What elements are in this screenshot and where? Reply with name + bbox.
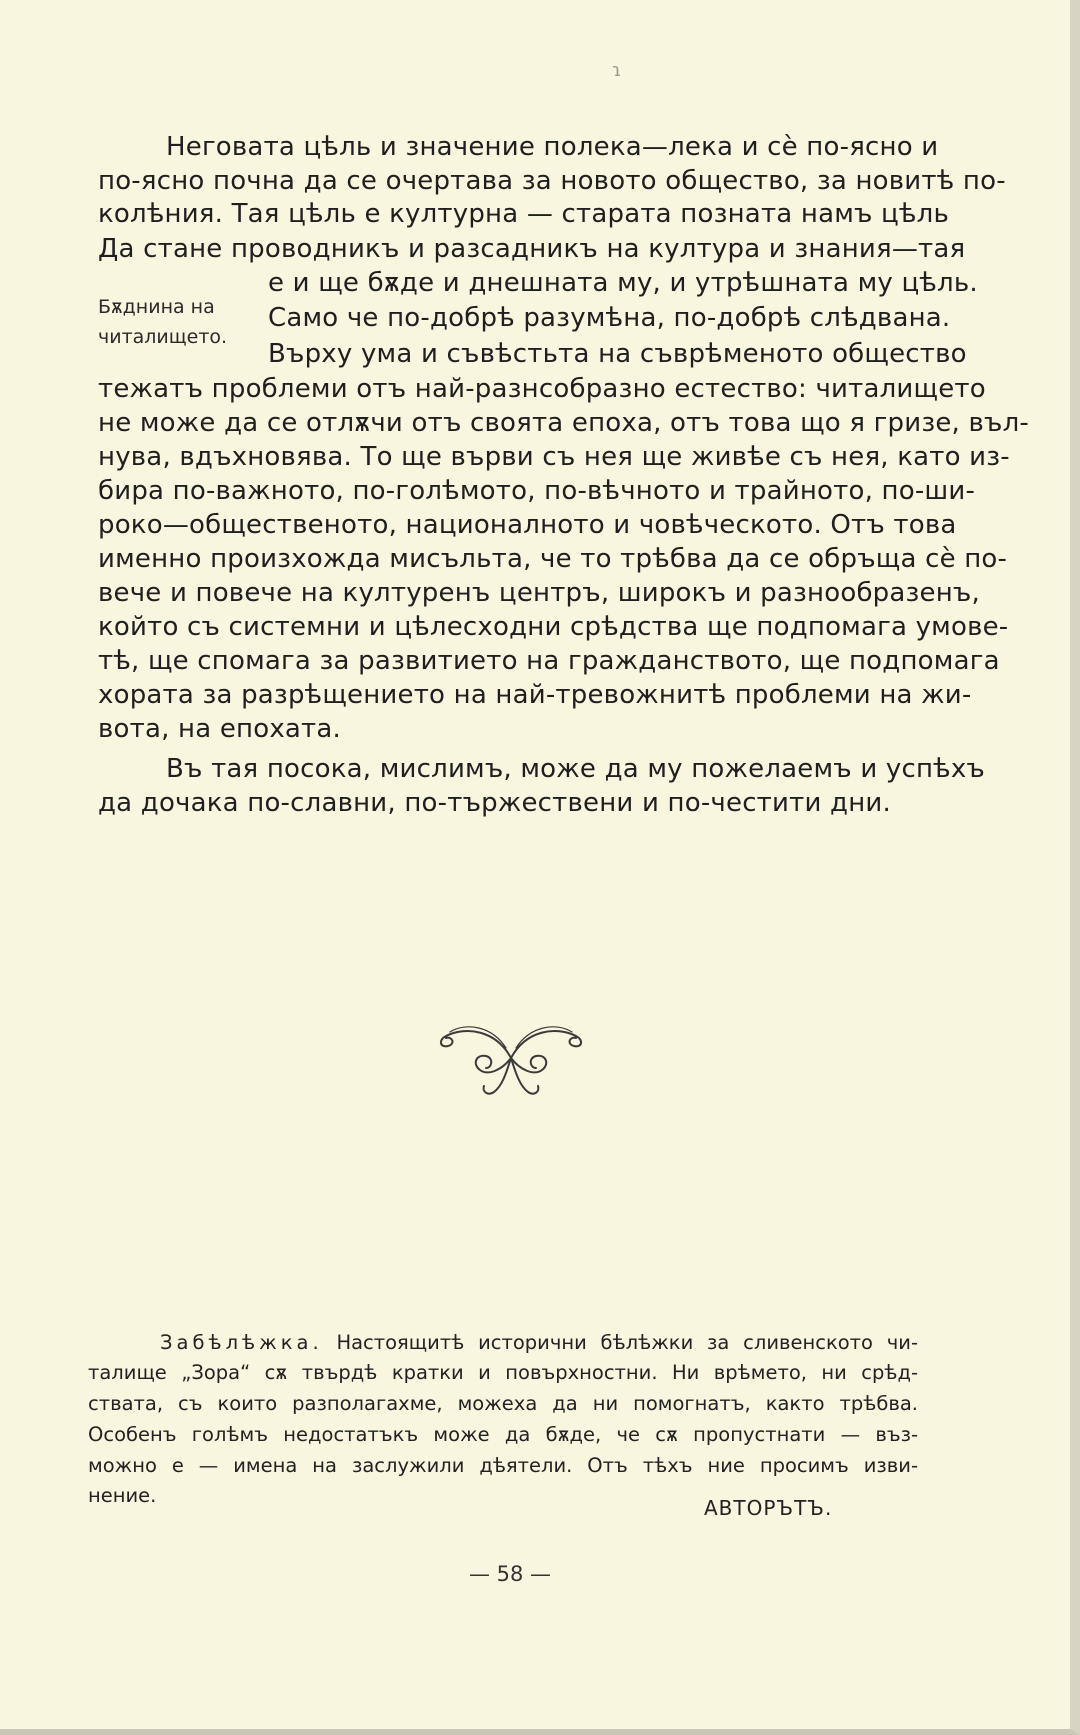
paragraph-line: Неговата цѣль и значение полека—лека и сѐ по-ясно и [166, 132, 939, 162]
footnote-line: талище „Зора“ сѫ твърдѣ кратки и повърхностни. Ни врѣмето, ни срѣд- [88, 1361, 918, 1384]
paragraph-line: да дочака по-славни, по-тържествени и по-честити дни. [98, 788, 891, 818]
paragraph-line: който съ системни и цѣлесходни срѣдства ще подпомага умове- [98, 612, 1009, 642]
footnote-line [160, 1328, 918, 1359]
margin-note [98, 292, 227, 352]
paragraph-line: Върху ума и съвѣстьта на съврѣменото общество [268, 339, 967, 369]
footnote-text: Настоящитѣ исторични бѣлѣжки за сливенското чи- [336, 1331, 918, 1354]
paragraph-line: нува, вдъхновява. То ще върви съ нея ще живѣе съ нея, като из- [98, 442, 1010, 472]
margin-note-line: Бѫднина на [98, 296, 215, 318]
paragraph-line: тѣ, ще спомага за развитието на гражданството, ще подпомага [98, 646, 1000, 676]
margin-note-line: читалището. [98, 326, 228, 348]
paragraph-line: Въ тая посока, мислимъ, може да му пожелаемъ и успѣхъ [166, 754, 985, 784]
paragraph-line: вече и повече на културенъ центръ, широкъ и разнообразенъ, [98, 578, 980, 608]
footnote-line: можно е — имена на заслужили дѣятели. Отъ тѣхъ ние просимъ изви- [88, 1454, 918, 1477]
footnote-line: ствата, съ които разполагахме, можеха да ни помогнатъ, както трѣбва. [88, 1392, 918, 1415]
paragraph-line: Да стане проводникъ и разсадникъ на култура и знания—тая [98, 234, 966, 264]
footnote-line: нение. [88, 1484, 157, 1507]
footnote-line: Особенъ голѣмъ недостатъкъ може да бѫде, че сѫ пропустнати — въз- [88, 1423, 918, 1446]
paragraph-line: Само че по-добрѣ разумѣна, по-добрѣ слѣдвана. [268, 303, 951, 333]
ink-speck: ɿ [612, 60, 622, 81]
flourish-ornament-icon [436, 1018, 586, 1098]
paragraph-line: е и ще бѫде и днешната му, и утрѣшната му цѣль. [268, 268, 978, 298]
paragraph-line: колѣния. Тая цѣль е културна — старата позната намъ цѣль [98, 199, 949, 229]
paragraph-line: именно произхожда мисъльта, че то трѣбва да се обръща сѐ по- [98, 544, 1008, 574]
paragraph-line: тежатъ проблеми отъ най-разнсобразно естество: читалището [98, 374, 986, 404]
paragraph-line: роко—общественото, националното и човѣческото. Отъ това [98, 510, 957, 540]
author-signature: АВТОРЪТЪ. [704, 1496, 833, 1520]
paragraph-line: не може да се отлѫчи отъ своята епоха, отъ това що я гризе, въл- [98, 408, 1029, 438]
footnote-label: Забѣлѣжка. [160, 1331, 323, 1354]
paragraph-line: хората за разрѣщението на най-тревожнитѣ проблеми на жи- [98, 680, 972, 710]
paragraph-line: бира по-важното, по-голѣмото, по-вѣчното и трайното, по-ши- [98, 476, 976, 506]
paragraph-line: вота, на епохата. [98, 714, 341, 744]
page-number: — 58 — [468, 1562, 552, 1586]
paragraph-line: по-ясно почна да се очертава за новото общество, за новитѣ по- [98, 166, 1006, 196]
